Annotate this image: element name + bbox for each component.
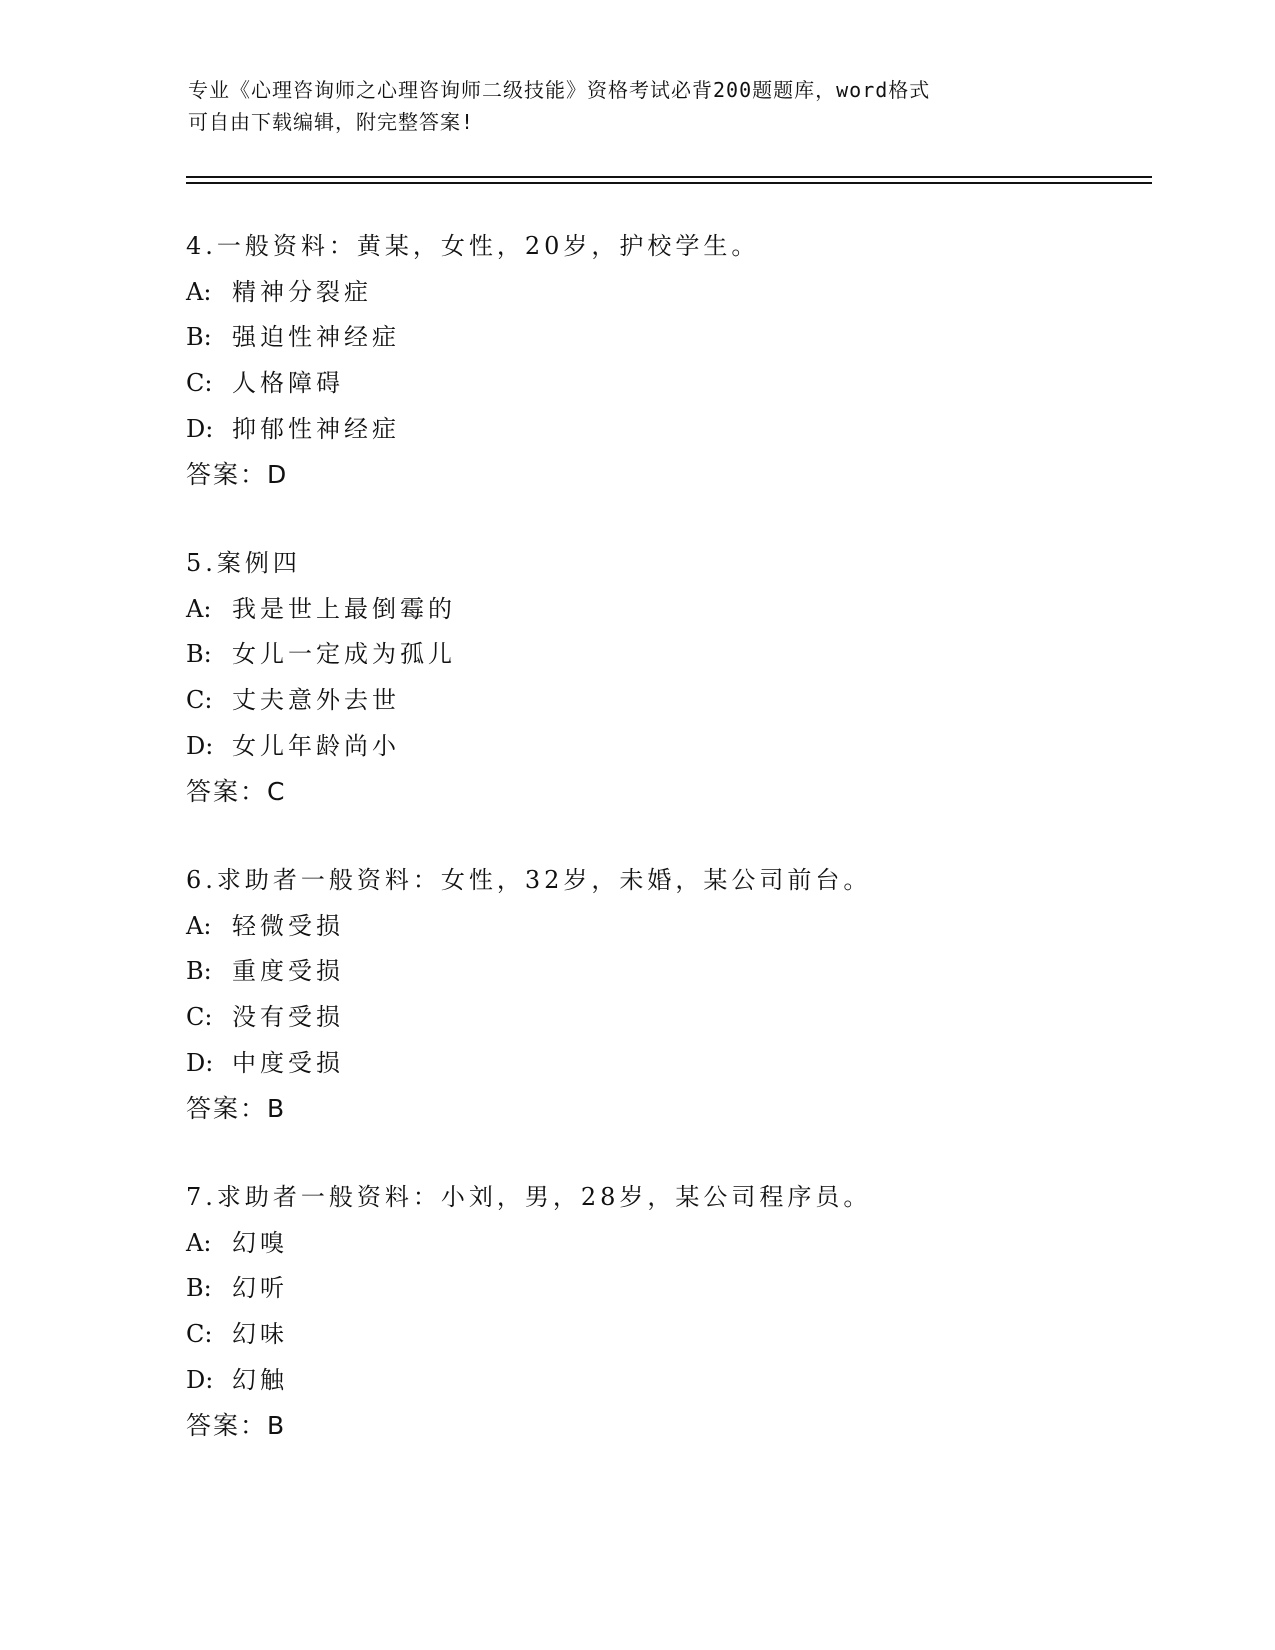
option-d xyxy=(186,1358,1146,1404)
option-label: A: xyxy=(186,594,212,623)
option-d xyxy=(186,724,1146,770)
option-label: C: xyxy=(186,369,213,398)
question-title: 7.求助者一般资料：小刘，男，28岁，某公司程序员。 xyxy=(186,1183,872,1211)
question-block xyxy=(186,224,1146,498)
question-block xyxy=(186,1175,1146,1449)
option-a xyxy=(186,904,1146,950)
option-text: 女儿年龄尚小 xyxy=(232,731,400,760)
option-text: 中度受损 xyxy=(232,1048,344,1077)
option-b xyxy=(186,1266,1146,1312)
option-text: 女儿一定成为孤儿 xyxy=(232,640,456,669)
option-text: 幻味 xyxy=(232,1320,288,1349)
option-text: 精神分裂症 xyxy=(232,277,372,306)
option-b xyxy=(186,632,1146,678)
option-text: 重度受损 xyxy=(232,957,344,986)
answer-line: 答案：D xyxy=(186,460,289,490)
header-line-2: 可自由下载编辑，附完整答案! xyxy=(188,110,475,134)
option-a xyxy=(186,587,1146,633)
option-c xyxy=(186,995,1146,1041)
option-d xyxy=(186,407,1146,453)
option-a xyxy=(186,1221,1146,1267)
option-text: 我是世上最倒霉的 xyxy=(232,594,456,623)
option-text: 轻微受损 xyxy=(232,911,344,940)
option-d xyxy=(186,1041,1146,1087)
answer-line: 答案：C xyxy=(186,777,287,807)
option-label: D: xyxy=(186,1048,214,1077)
option-label: B: xyxy=(186,1274,212,1303)
option-c xyxy=(186,1312,1146,1358)
option-text: 没有受损 xyxy=(232,1003,344,1032)
option-b xyxy=(186,315,1146,361)
header-divider-top xyxy=(186,176,1152,178)
document-header xyxy=(188,74,1088,138)
option-label: D: xyxy=(186,731,214,760)
question-title: 6.求助者一般资料：女性，32岁，未婚，某公司前台。 xyxy=(186,866,872,894)
answer-line: 答案：B xyxy=(186,1411,287,1441)
option-c xyxy=(186,678,1146,724)
question-block xyxy=(186,541,1146,815)
option-label: C: xyxy=(186,1320,213,1349)
option-label: B: xyxy=(186,957,212,986)
option-label: A: xyxy=(186,277,212,306)
option-text: 丈夫意外去世 xyxy=(232,686,400,715)
option-c xyxy=(186,361,1146,407)
question-title: 5.案例四 xyxy=(186,549,301,577)
option-text: 强迫性神经症 xyxy=(232,323,400,352)
question-block xyxy=(186,858,1146,1132)
header-line-1: 专业《心理咨询师之心理咨询师二级技能》资格考试必背200题题库，word格式 xyxy=(188,78,931,102)
option-label: B: xyxy=(186,640,212,669)
header-divider-bottom xyxy=(186,182,1152,184)
option-text: 幻听 xyxy=(232,1274,288,1303)
option-label: A: xyxy=(186,1228,212,1257)
option-label: C: xyxy=(186,686,213,715)
option-b xyxy=(186,949,1146,995)
question-title: 4.一般资料：黄某，女性，20岁，护校学生。 xyxy=(186,232,760,260)
option-label: B: xyxy=(186,323,212,352)
option-a xyxy=(186,270,1146,316)
option-label: C: xyxy=(186,1003,213,1032)
option-label: A: xyxy=(186,911,212,940)
option-label: D: xyxy=(186,414,214,443)
option-label: D: xyxy=(186,1365,214,1394)
option-text: 幻触 xyxy=(232,1365,288,1394)
option-text: 抑郁性神经症 xyxy=(232,414,400,443)
option-text: 幻嗅 xyxy=(232,1228,288,1257)
option-text: 人格障碍 xyxy=(232,369,344,398)
answer-line: 答案：B xyxy=(186,1094,287,1124)
